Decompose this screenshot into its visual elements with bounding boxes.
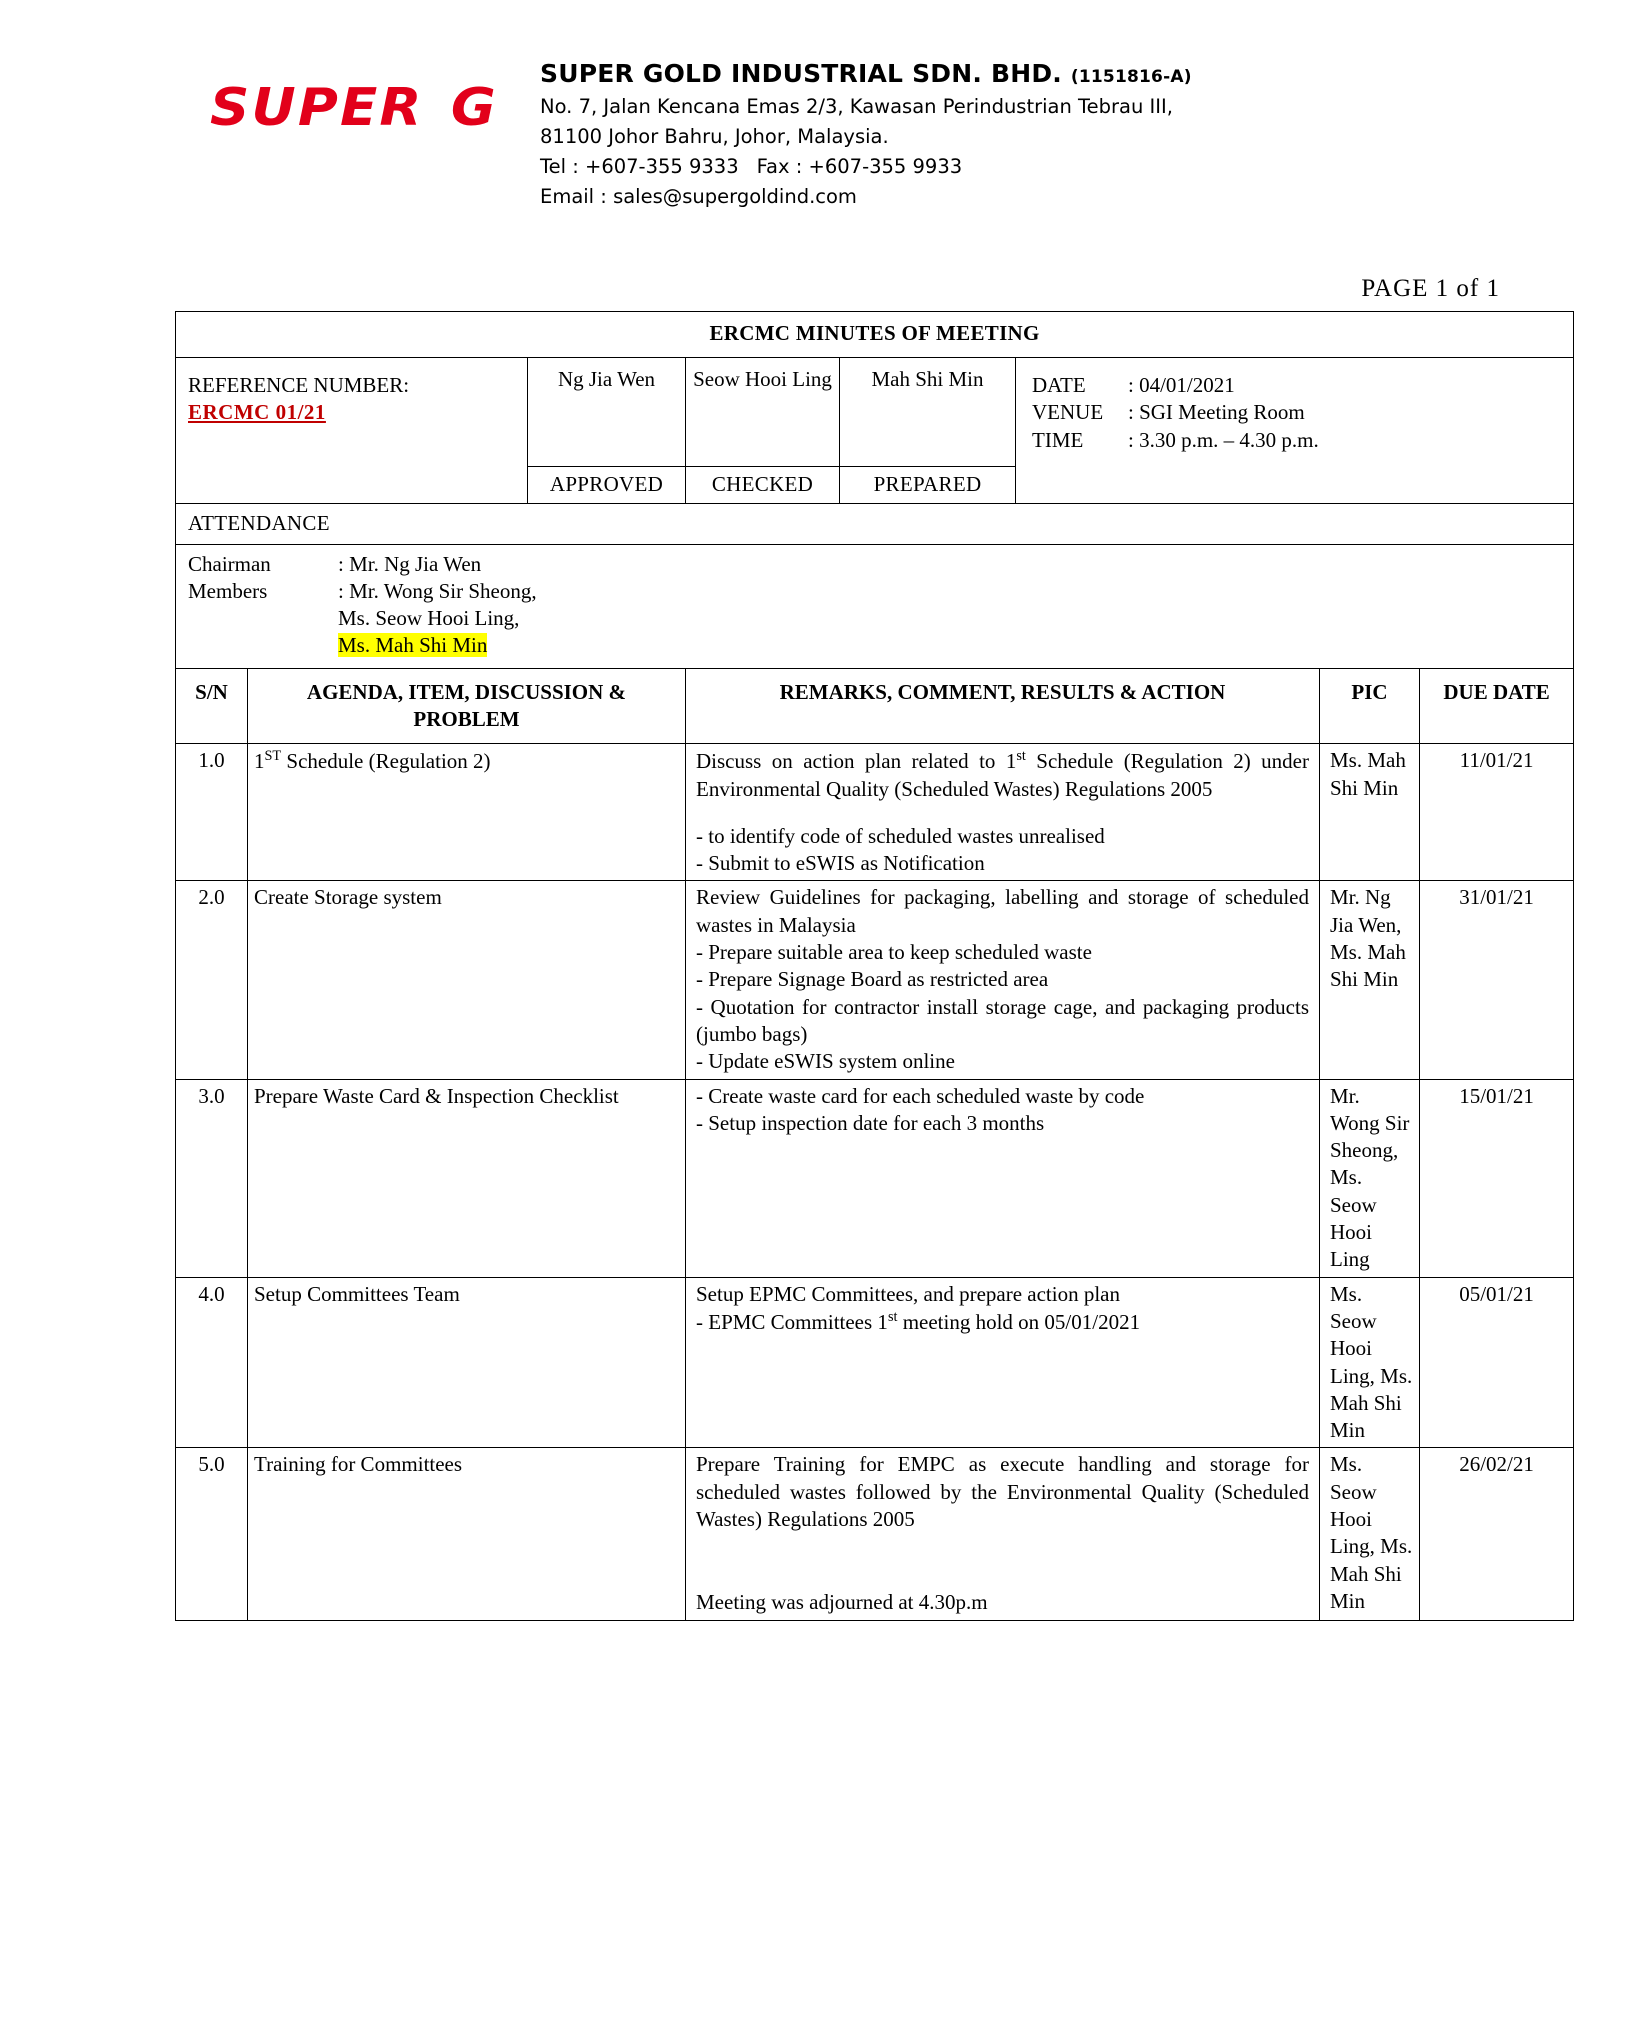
attendance-chairman (188, 551, 1563, 578)
row-remarks-p2 (696, 1308, 1309, 1336)
reference-label: REFERENCE NUMBER: (188, 372, 410, 397)
row-pic: Ms. Seow Hooi Ling, Ms. Mah Shi Min (1320, 1448, 1420, 1620)
attendance-chairman-value: : Mr. Ng Jia Wen (338, 551, 482, 576)
row-agenda-text-2: Schedule (Regulation 2) (281, 749, 491, 774)
telephone: Tel : +607-355 9333 (540, 155, 739, 179)
table-row (176, 1277, 1574, 1448)
column-header-row (176, 668, 1574, 744)
meta-date-label: DATE (1032, 372, 1086, 397)
reference-number: ERCMC 01/21 (188, 400, 326, 425)
column-header-due: DUE DATE (1420, 668, 1574, 744)
row-remarks-p3: - Submit to eSWIS as Notification (696, 851, 985, 876)
meta-date-row (1032, 372, 1563, 399)
row-pic: Ms. Seow Hooi Ling, Ms. Mah Shi Min (1320, 1277, 1420, 1448)
row-agenda: Create Storage system (248, 881, 686, 1079)
meta-venue-row (1032, 399, 1563, 426)
company-name-line (540, 60, 1582, 89)
logo-wordmark (210, 78, 546, 138)
row-remarks-p1-ordinal: st (1016, 748, 1026, 765)
attendance-members (188, 578, 1563, 605)
address-line-1: No. 7, Jalan Kencana Emas 2/3, Kawasan Perindustrian Tebrau III, (540, 94, 1173, 118)
row-remarks-p1 (696, 747, 1309, 803)
attendance-member-3-row (188, 632, 1563, 659)
attendance-header: ATTENDANCE (176, 504, 1574, 544)
row-remarks-p1-a: Discuss on action plan related to 1 (696, 749, 1017, 774)
signatory-role-approved: APPROVED (528, 466, 686, 503)
row-agenda: Training for Committees (248, 1448, 686, 1620)
row-due-date: 26/02/21 (1420, 1448, 1574, 1620)
row-agenda (248, 744, 686, 881)
email: Email : sales@supergoldind.com (540, 185, 857, 209)
company-address (540, 92, 1582, 213)
meta-venue-label: VENUE (1032, 400, 1104, 425)
row-remarks-p2: - Prepare suitable area to keep scheduled waste (696, 940, 1092, 965)
row-remarks-p2-a: - EPMC Committees 1 (696, 1309, 888, 1334)
row-agenda-ordinal: ST (264, 748, 282, 765)
attendance-members-label: Members (188, 578, 268, 603)
row-remarks-p2: - Setup inspection date for each 3 months (696, 1110, 1045, 1135)
row-remarks (686, 744, 1320, 881)
row-pic: Mr. Ng Jia Wen, Ms. Mah Shi Min (1320, 881, 1420, 1079)
row-remarks-p3: - Prepare Signage Board as restricted area (696, 967, 1049, 992)
meta-venue-value: : SGI Meeting Room (1128, 400, 1305, 425)
row-sn: 2.0 (176, 881, 248, 1079)
signatory-name-checked: Seow Hooi Ling (686, 357, 840, 466)
logo-word-g: G (450, 78, 498, 138)
row-agenda-text: 1 (254, 749, 265, 774)
attendance-member-2-row (188, 605, 1563, 632)
row-remarks-p1-b: Schedule (Regulation 2) under Environmental Quality (Scheduled Wastes) Regulations 2005 (696, 749, 1310, 801)
company-registration-number: (1151816-A) (1070, 67, 1192, 87)
table-row (176, 881, 1574, 1079)
row-sn: 5.0 (176, 1448, 248, 1620)
row-remarks-p2: - to identify code of scheduled wastes unrealised (696, 823, 1105, 848)
company-name: SUPER GOLD INDUSTRIAL SDN. BHD. (540, 59, 1062, 88)
row-remarks-p5: - Update eSWIS system online (696, 1049, 955, 1074)
row-sn: 4.0 (176, 1277, 248, 1448)
logo-word-super: SUPER (210, 78, 424, 138)
row-remarks-p1: Prepare Training for EMPC as execute handling and storage for scheduled wastes followed by the Environmental Quality (Scheduled Wastes) Regulations 2005 (696, 1452, 1309, 1532)
row-remarks-p4: - Quotation for contractor install storage cage, and packaging products (jumbo bags) (696, 994, 1309, 1046)
attendance-body-row (176, 544, 1574, 668)
company-details (530, 60, 1582, 213)
page-indicator: PAGE 1 of 1 (1361, 274, 1500, 302)
row-remarks-p1: - Create waste card for each scheduled waste by code (696, 1083, 1145, 1108)
column-header-agenda: AGENDA, ITEM, DISCUSSION & PROBLEM (248, 668, 686, 744)
document-title: ERCMC MINUTES OF MEETING (176, 311, 1574, 357)
meeting-meta (1016, 357, 1574, 503)
row-remarks-p1: Review Guidelines for packaging, labelling and storage of scheduled wastes in Malaysia (696, 885, 1309, 937)
column-header-sn: S/N (176, 668, 248, 744)
table-row (176, 744, 1574, 881)
row-pic: Ms. Mah Shi Min (1320, 744, 1420, 881)
attendance-chairman-label: Chairman (188, 551, 271, 576)
attendance-member-2: Ms. Seow Hooi Ling, (338, 606, 520, 631)
company-logo (210, 60, 530, 138)
column-header-pic: PIC (1320, 668, 1420, 744)
signatory-name-prepared: Mah Shi Min (840, 357, 1016, 466)
attendance-member-3-highlighted: Ms. Mah Shi Min (338, 633, 488, 658)
row-remarks-p2-b: meeting hold on 05/01/2021 (897, 1309, 1141, 1334)
row-due-date: 31/01/21 (1420, 881, 1574, 1079)
signatory-role-prepared: PREPARED (840, 466, 1016, 503)
column-header-remarks: REMARKS, COMMENT, RESULTS & ACTION (686, 668, 1320, 744)
row-agenda: Prepare Waste Card & Inspection Checklist (248, 1079, 686, 1277)
contact-line (540, 152, 1582, 182)
row-pic: Mr. Wong Sir Sheong, Ms. Seow Hooi Ling (1320, 1079, 1420, 1277)
row-due-date: 15/01/21 (1420, 1079, 1574, 1277)
title-row (176, 311, 1574, 357)
meta-time-row (1032, 427, 1563, 454)
meta-date-value: : 04/01/2021 (1128, 372, 1235, 397)
row-agenda: Setup Committees Team (248, 1277, 686, 1448)
meeting-adjourned-note: Meeting was adjourned at 4.30p.m (696, 1590, 988, 1615)
table-row (176, 1079, 1574, 1277)
signatory-role-checked: CHECKED (686, 466, 840, 503)
row-due-date: 11/01/21 (1420, 744, 1574, 881)
row-remarks (686, 1277, 1320, 1448)
fax: Fax : +607-355 9933 (756, 155, 963, 179)
row-remarks (686, 1448, 1320, 1620)
row-remarks (686, 881, 1320, 1079)
row-remarks-p1: Setup EPMC Committees, and prepare action plan (696, 1281, 1120, 1306)
table-row (176, 1448, 1574, 1620)
reference-block (176, 357, 528, 503)
attendance-header-row (176, 504, 1574, 544)
address-line-2: 81100 Johor Bahru, Johor, Malaysia. (540, 124, 889, 148)
row-due-date: 05/01/21 (1420, 1277, 1574, 1448)
row-remarks (686, 1079, 1320, 1277)
meta-time-label: TIME (1032, 427, 1084, 452)
letterhead (210, 60, 1582, 213)
minutes-table (175, 311, 1574, 1621)
row-sn: 1.0 (176, 744, 248, 881)
attendance-list (176, 544, 1574, 668)
row-sn: 3.0 (176, 1079, 248, 1277)
row-remarks-p2-ordinal: st (887, 1308, 898, 1325)
signatory-name-approved: Ng Jia Wen (528, 357, 686, 466)
meta-time-value: : 3.30 p.m. – 4.30 p.m. (1128, 427, 1319, 452)
attendance-member-1: : Mr. Wong Sir Sheong, (338, 578, 537, 603)
reference-row (176, 357, 1574, 466)
